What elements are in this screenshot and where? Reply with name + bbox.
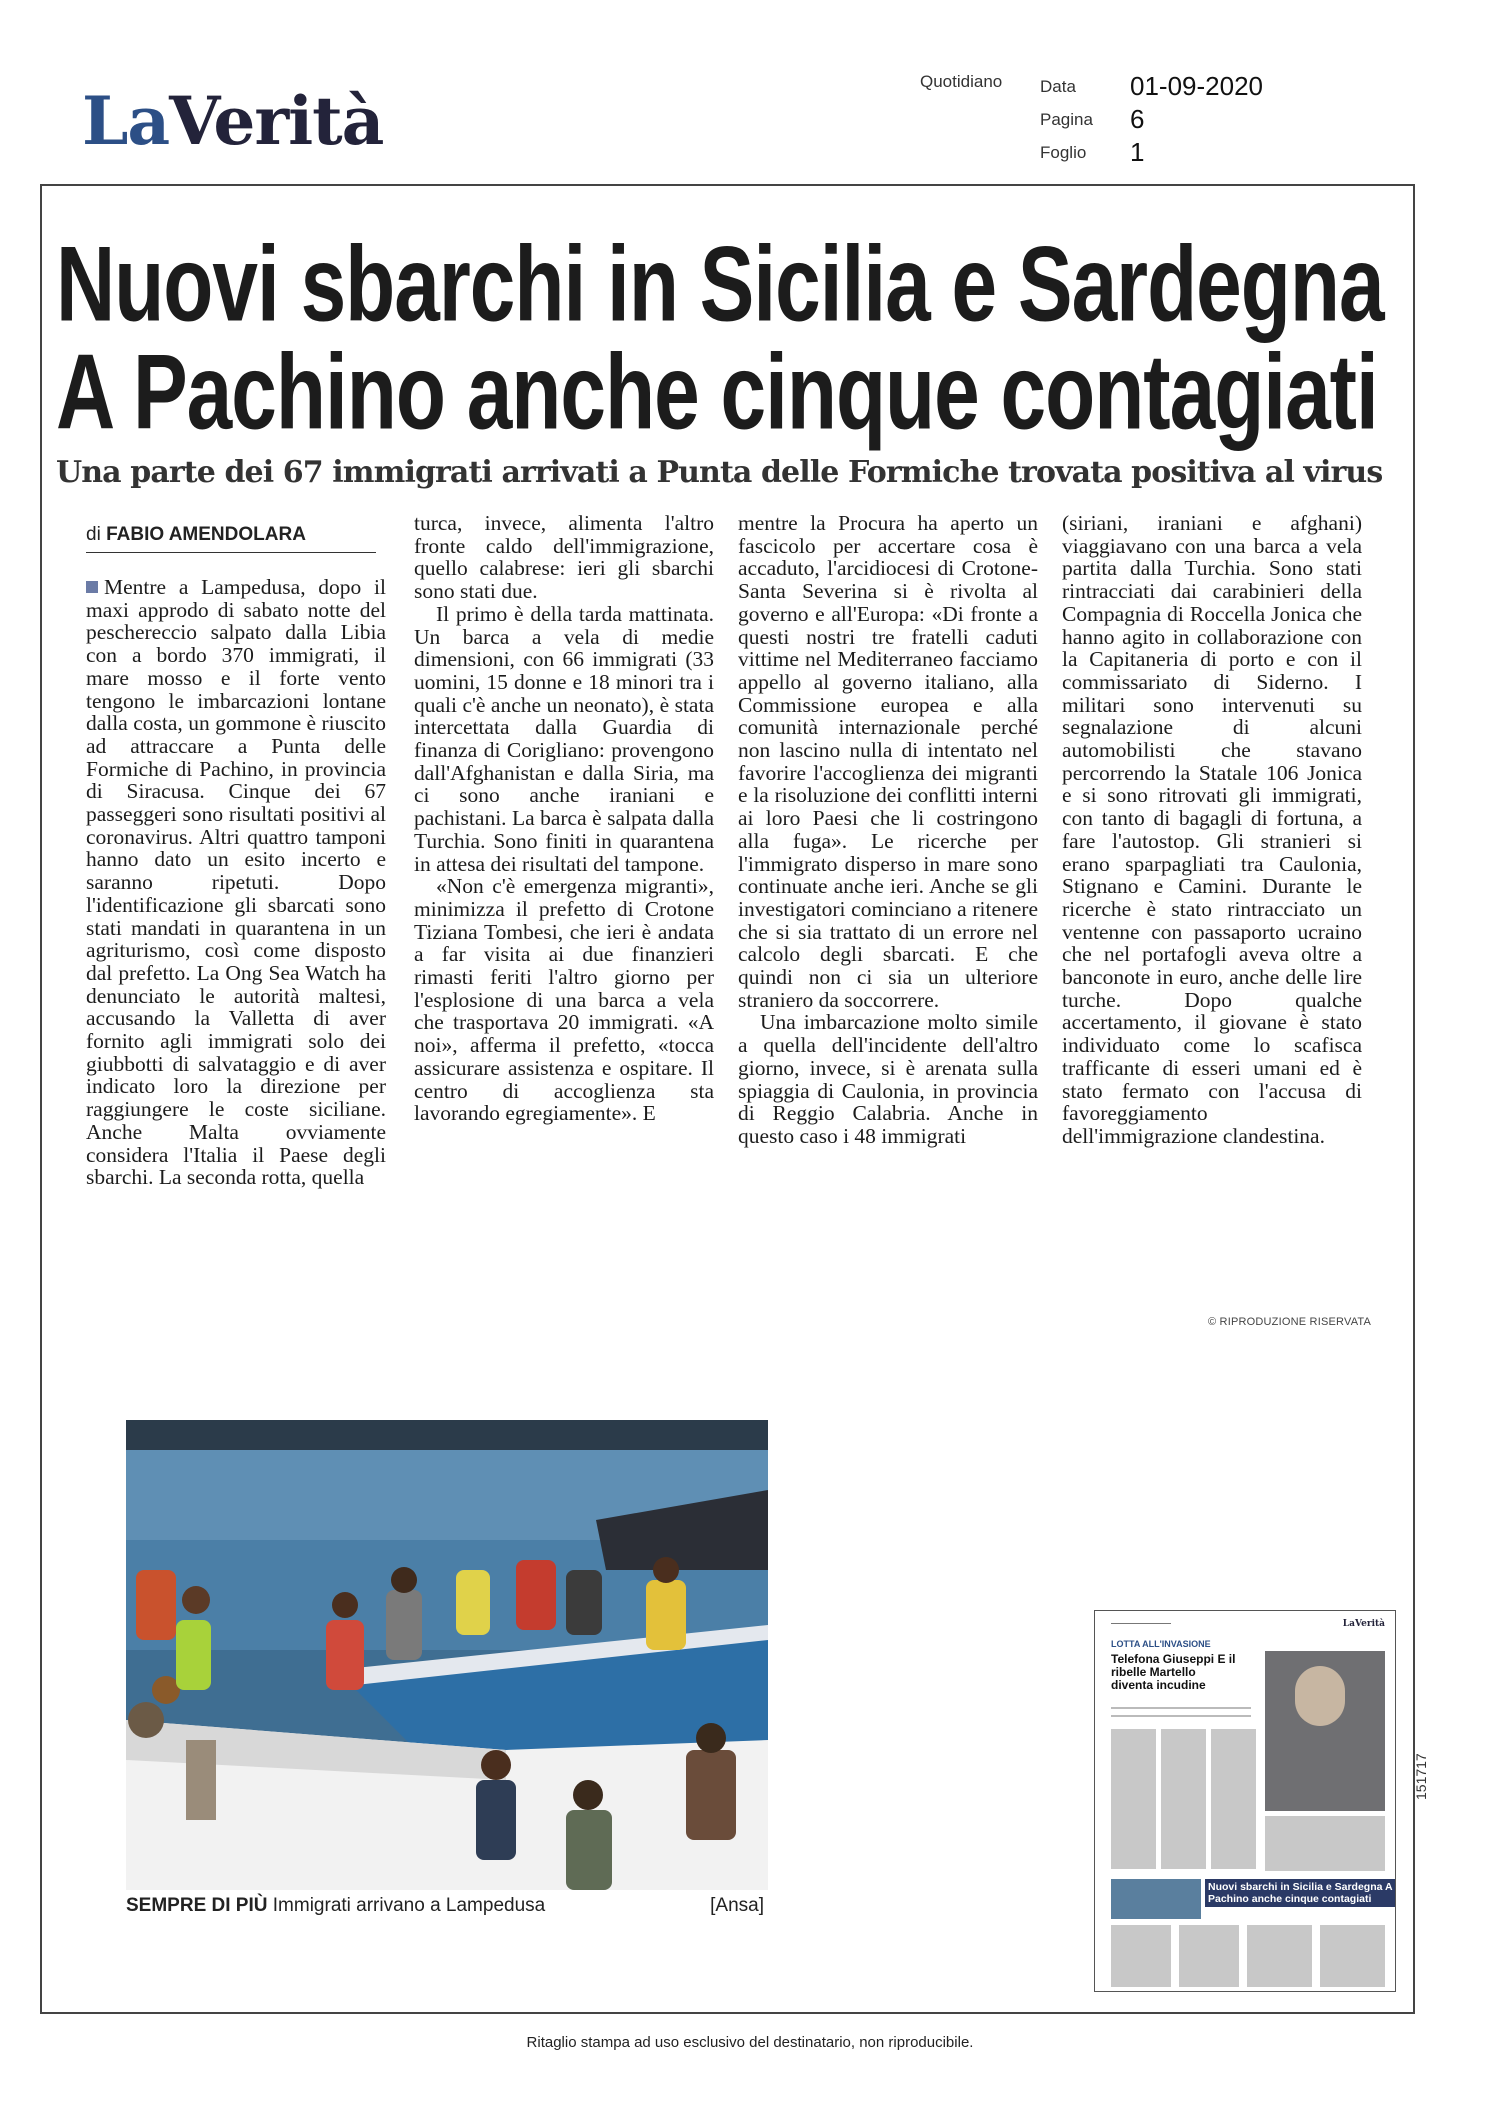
archive-code: 151717 <box>1413 1753 1429 1800</box>
paragraph: Mentre a Lampedusa, dopo il maxi approdo di sabato notte del peschereccio salpato dalla Libia con a bordo 370 immigrati, il mare mosso e il forte vento tengono le imbarcazioni lontane dalla costa, un gommone è riuscito ad attraccare a Punta delle Formiche di Pachino, in provincia di Siracusa. Cinque dei 67 passeggeri sono risultati positivi al coronavirus. Altri quattro tamponi hanno dato un esito incerto e saranno ripetuti. Dopo l'identificazione gli sbarcati sono stati mandati in quarantena in un agriturismo, così come disposto dal prefetto. La Ong Sea Watch ha denunciato le autorità maltesi, accusando la Valletta di aver fornito agli immigrati solo dei giubbotti di salvataggio e di aver indicato loro la direzione per raggiungere le coste siciliane. Anche Malta ovviamente considera l'Italia il Paese degli sbarchi. La seconda rotta, quella <box>86 575 386 1190</box>
paragraph: Una imbarcazione molto simile a quella dell'incidente dell'altro giorno, invece, si è arenata sulla spiaggia di Caulonia, in provincia di Reggio Calabria. Anche in questo caso i 48 immigrati <box>738 1010 1038 1148</box>
publication-type: Quotidiano <box>920 72 1003 91</box>
headline-line-2: A Pachino anche cinque contagiati <box>56 333 1378 452</box>
footer-disclaimer: Ritaglio stampa ad uso esclusivo del destinatario, non riproducibile. <box>526 2034 974 2051</box>
photo-caption <box>126 1895 768 1917</box>
byline: di FABIO AMENDOLARA <box>86 524 306 545</box>
photo-credit: [Ansa] <box>710 1895 764 1916</box>
paragraph: mentre la Procura ha aperto un fascicolo per accertare cosa è accaduto, l'arcidiocesi di Crotone-Santa Severina si è rivolta al governo e all'Europa: «Di fronte a questi nostri tre fratelli caduti vittime nel Mediterraneo facciamo appello al governo italiano, alla Commissione europea e alla comunità internazionale perché non lascino nulla di intentato nel favorire l'accoglienza dei migranti e la risoluzione dei conflitti interni ai loro Paesi che li costringono alla fuga». Le ricerche per l'immigrato disperso in mare sono continuate anche ieri. Anche se gli investigatori cominciano a ritenere che si sia trattato di un errore nel calcolo degli sbarcati. E che quindi non ci sia un ulteriore straniero da soccorrere. <box>738 511 1038 1012</box>
caption-text: Immigrati arrivano a Lampedusa <box>272 1895 546 1916</box>
paragraph: (siriani, iraniani e afghani) viaggiavano con una barca a vela partita dalla Turchia. Sono stati rintracciati dai carabinieri della Compagnia di Roccella Jonica che hanno agito in collaborazione con la Capitaneria di porto e con il commissariato di Siderno. I militari sono intervenuti su segnalazione di alcuni automobilisti che stavano percorrendo la Statale 106 Jonica e si sono ritrovati gli immigrati, con tanto di bagagli di fortuna, a fare l'autostop. Gli stranieri si erano sparpagliati tra Caulonia, Stignano e Camini. Durante le ricerche è stato rintracciato un ventenne con passaporto ucraino che nel portafogli aveva oltre a banconote in euro, anche delle lire turche. Dopo qualche accertamento, il giovane è stato individuato come lo scafisca trafficante di esseri umani ed è stato fermato con l'accusa di favoreggiamento dell'immigrazione clandestina. <box>1062 511 1362 1148</box>
byline-rule <box>86 552 376 553</box>
article-column-3 <box>738 512 1038 1148</box>
lead-square-icon <box>86 581 98 593</box>
paragraph: «Non c'è emergenza migranti», minimizza il prefetto di Crotone Tiziana Tombesi, che ieri è andata a far visita ai due finanzieri rimasti feriti l'altro giorno per l'esplosione di una barca a vela che trasportava 20 immigrati. «A noi», afferma il prefetto, «tocca assicurare assistenza e ospitare. Il centro di accoglienza sta lavorando egregiamente». E <box>414 874 714 1126</box>
page-thumbnail <box>1094 1610 1396 1992</box>
headline-line-1: Nuovi sbarchi in Sicilia e Sardegna <box>56 225 1384 344</box>
page-value: 6 <box>1130 104 1145 134</box>
photo-illustration <box>126 1420 768 1890</box>
subheadline: Una parte dei 67 immigrati arrivati a Punta delle Formiche trovata positiva al virus <box>56 455 1383 490</box>
thumbnail-kicker: LOTTA ALL'INVASIONE <box>1111 1639 1211 1649</box>
article-column-2 <box>414 512 714 1125</box>
author-name: FABIO AMENDOLARA <box>106 524 306 545</box>
sheet-value: 1 <box>1130 137 1145 167</box>
article-column-1 <box>86 576 386 1189</box>
article-column-4 <box>1062 512 1362 1148</box>
paragraph: Il primo è della tarda mattinata. Un barca a vela di medie dimensioni, con 66 immigrati (33 uomini, 15 donne e 18 minori tra i quali c'è anche un neonato), è stata intercettata dalla Guardia di finanza di Corigliano: provengono dall'Afghanistan e dalla Siria, ma ci sono anche iraniani e pachistani. La barca è salpata dalla Turchia. Sono finiti in quarantena in attesa dei risultati del tampone. <box>414 601 714 876</box>
copyright-notice: © RIPRODUZIONE RISERVATA <box>1208 1316 1372 1328</box>
sheet-label: Foglio <box>1040 143 1087 162</box>
date-value: 01-09-2020 <box>1130 71 1263 101</box>
date-label: Data <box>1040 77 1076 96</box>
page-label: Pagina <box>1040 110 1093 129</box>
news-photo <box>126 1420 768 1890</box>
caption-kicker: SEMPRE DI PIÙ <box>126 1895 268 1916</box>
thumbnail-headline: Telefona Giuseppi E il ribelle Martello diventa incudine <box>1111 1652 1236 1692</box>
paragraph: turca, invece, alimenta l'altro fronte caldo dell'immigrazione, quello calabrese: ieri gli sbarchi sono stati due. <box>414 511 714 604</box>
thumbnail-logo: LaVerità <box>1342 1619 1385 1629</box>
newspaper-logo: LaVerità <box>82 82 384 160</box>
thumbnail-article-headline: Nuovi sbarchi in Sicilia e Sardegna A Pachino anche cinque contagiati <box>1205 1879 1396 1907</box>
